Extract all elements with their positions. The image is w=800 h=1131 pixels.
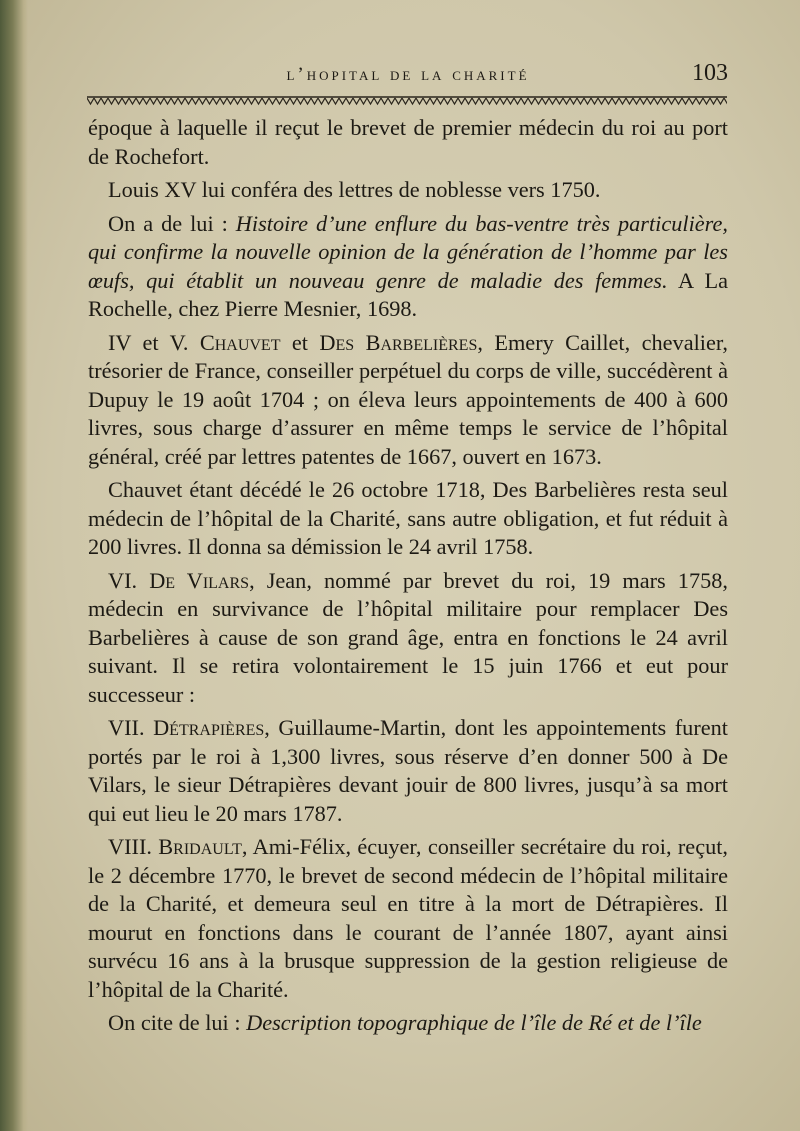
paragraph-5: Chauvet étant décédé le 26 octobre 1718, Des Barbelières resta seul médecin de l’hôpital de la Charité, sans autre obligation, et fut réduit à 200 livres. Il donna sa démission le 24 avril 1758.	[88, 477, 728, 559]
page-number: 103	[692, 60, 728, 86]
paragraph-4	[88, 329, 728, 472]
paragraph-8	[88, 833, 728, 1004]
p3-intro: On a de lui :	[108, 210, 236, 236]
p6-rest: , Jean, nommé par brevet du roi, 19 mars 1758, médecin en survivance de l’hôpital militaire pour remplacer Des Barbelières à cause de son grand âge, entra en fonctions le 24 avril suivant. Il se retira volontairement le 15 juin 1766 et eut pour successeur :	[88, 567, 728, 707]
p4-rest: , Emery Caillet, chevalier, trésorier de France, conseiller perpétuel du corps de ville, succédèrent à Dupuy le 19 août 1704 ; on éleva leurs appointements de 400 à 600 livres, sous charge d’assurer en même temps le service de l’hôpital général, créé par lettres patentes de 1667, ouvert en 1673.	[88, 329, 728, 469]
paragraph-6	[88, 567, 728, 710]
main-text	[88, 114, 728, 1043]
p4-name-chauvet: Chauvet	[199, 329, 281, 355]
p4-mid: et	[280, 329, 320, 355]
running-title: l’hopital de la charité	[286, 64, 530, 85]
p6-number: VI.	[108, 567, 150, 593]
p7-number: VII.	[108, 715, 154, 740]
p8-name-bridault: Bridault	[158, 834, 242, 859]
p8-number: VIII.	[108, 834, 159, 859]
p9-book-title: Description topographique de l’île de Ré et de l’île	[246, 1010, 702, 1035]
p8-rest: , Ami-Félix, écuyer, conseiller secrétaire du roi, reçut, le 2 décembre 1770, le brevet de second médecin de l’hôpital militaire de la Charité, et demeura seul en titre à la mort de Détrapières. Il mourut en fonctions dans le courant de l’année 1807, ayant ainsi survécu 16 ans à la brusque suppression de la gestion religieuse de l’hôpital de la Charité.	[88, 834, 729, 1002]
p3-rest: A La Rochelle, chez Pierre Mesnier, 1698.	[88, 267, 728, 321]
paragraph-7	[88, 714, 728, 828]
p3-book-title: Histoire d’une enflure du bas-ventre très particulière, qui confirme la nouvelle opinion de la génération de l’homme par les œufs, qui établit un nouveau genre de maladie des femmes.	[88, 210, 728, 293]
p7-rest: , Guillaume-Martin, dont les appointements furent portés par le roi à 1,300 livres, sous réserve d’en donner 500 à De Vilars, le sieur Détrapières devant jouir de 800 livres, jusqu’à sa mort qui eut lieu le 20 mars 1787.	[88, 715, 728, 826]
p9-intro: On cite de lui :	[108, 1010, 247, 1035]
header-ornament-rule	[87, 96, 727, 108]
paragraph-1: époque à laquelle il reçut le brevet de premier médecin du roi au port de Rochefort.	[88, 115, 728, 169]
paragraph-2: Louis XV lui conféra des lettres de noblesse vers 1750.	[108, 177, 601, 202]
paragraph-9	[88, 1009, 728, 1038]
p7-name-detrapieres: Détrapières	[153, 715, 265, 740]
page-binding-edge	[0, 0, 28, 1131]
paragraph-3	[88, 210, 728, 324]
p6-name-vilars: De Vilars	[149, 567, 250, 593]
p4-number: IV et V.	[108, 329, 200, 355]
page-header	[0, 60, 800, 94]
p4-name-barbelieres: Des Barbelières	[319, 329, 478, 355]
